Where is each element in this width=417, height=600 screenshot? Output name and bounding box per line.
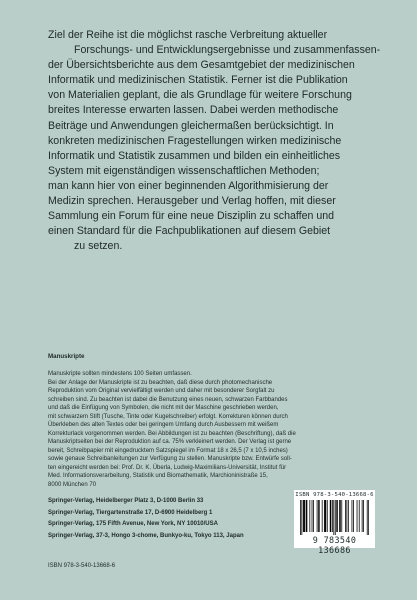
barcode-bar <box>341 500 342 532</box>
barcode-bar <box>317 500 318 532</box>
barcode-bar <box>348 500 349 532</box>
barcode-bar <box>324 500 325 532</box>
manuscript-line: Korrekturlack vorgenommen werden. Bei Abbildungen ist zu beachten (Beschriftung), daß die <box>48 430 296 437</box>
manuscript-line: Bei der Anlage der Manuskripte ist zu beachten, daß diese durch photomechanische <box>48 379 273 386</box>
barcode-bars <box>300 500 369 535</box>
barcode-bar <box>330 500 331 532</box>
barcode-bar <box>325 500 326 532</box>
barcode-isbn-text: ISBN 978-3-540-13668-6 <box>295 492 374 498</box>
barcode-bar <box>318 500 319 532</box>
intro-line: Ziel der Reihe ist die möglichst rasche Verbreitung aktueller <box>48 29 328 41</box>
barcode-bar <box>337 500 338 532</box>
barcode-number: 9 783540 136686 <box>312 535 357 555</box>
manuscript-line: Med. Informationsverarbeitung, Statistik und Biomathematik, Marchioninistraße 15, <box>48 473 268 479</box>
manuscript-line: und daß die Einfügung von Symbolen, die nicht mit der Maschine geschrieben werden, <box>48 405 279 411</box>
barcode-bar <box>304 500 305 532</box>
barcode-bar <box>307 500 308 532</box>
address-new-york: Springer-Verlag, 175 Fifth Avenue, New York, NY 10010/USA <box>48 521 218 527</box>
barcode-bar <box>363 500 364 532</box>
barcode-bar <box>331 500 332 532</box>
address-berlin: Springer-Verlag, Heidelberger Platz 3, D-1000 Berlin 33 <box>48 498 204 504</box>
intro-line: breites Interesse erwarten lassen. Dabei werden methodische <box>48 104 339 117</box>
barcode-bar <box>313 500 314 532</box>
intro-line: Sammlung ein Forum für eine neue Disziplin zu schaffen und <box>48 210 334 223</box>
barcode-bar <box>327 500 328 532</box>
intro-line: Forschungs- und Entwicklungsergebnisse und zusammenfassen- <box>74 44 381 57</box>
isbn-label: ISBN 978-3-540-13668-6 <box>48 563 116 569</box>
barcode-bar <box>340 500 341 532</box>
manuscript-line: bereit, Schreibpapier mit eingedrucktem Satzspiegel im Format 18 x 26,5 (7 x 10,5 inches) <box>48 447 288 454</box>
barcode-bar <box>304 500 305 532</box>
manuscript-line: Überkleben des alten Textes oder bei geringem Umfang durch Ausbessern mit weißem <box>48 422 279 428</box>
barcode-bar <box>333 500 334 535</box>
manuscript-line: 8000 München 70 <box>48 481 97 488</box>
barcode-bar <box>306 500 307 532</box>
manuscript-line: Manuskripte sollten mindestens 100 Seiten umfassen. <box>48 371 192 377</box>
intro-line: Beiträge und Anwendungen gleichermaßen berücksichtigt. In <box>48 119 334 132</box>
intro-line: Informatik und Statistik zusammen und bilden ein einheitliches <box>48 149 341 162</box>
manuscript-line: schreiben sind. Zu beachten ist dabei die Benutzung eines neuen, schwarzen Farbbandes <box>48 396 288 403</box>
barcode-bar <box>303 500 304 532</box>
barcode-bar <box>339 500 340 532</box>
barcode-bar <box>353 500 354 532</box>
barcode-bar <box>332 500 333 532</box>
barcode-bar <box>357 500 358 532</box>
barcode-bar <box>345 500 346 532</box>
barcode-bar <box>368 500 369 535</box>
manuscript-line: Reproduktion vom Original vervielfältigt werden und daher mit besonderer Sorgfalt zu <box>48 388 275 394</box>
barcode-bar <box>362 500 363 532</box>
barcode-bar <box>322 500 323 532</box>
barcode-bar <box>359 500 360 532</box>
publisher-addresses <box>48 496 288 542</box>
barcode-bar <box>309 500 310 532</box>
manuscript-guidelines <box>48 370 378 489</box>
barcode-bar <box>325 500 326 532</box>
intro-line: zu setzen. <box>74 240 123 253</box>
barcode-bar <box>312 500 313 532</box>
barcode-bar <box>319 500 320 532</box>
manuscript-line: sowie genaue Schreibanleitungen zur Verfügung zu stellen. Manuskripte bzw. Entwürfe soll- <box>48 456 292 462</box>
barcode-bar <box>336 500 337 532</box>
intro-line: einen Standard für die Fachpublikationen auf diesem Gebiet <box>48 225 331 238</box>
barcode-bar <box>300 500 301 535</box>
manuscript-line: Manuskriptseiten bei der Reproduktion auf ca. 75% verkleinert werden. Der Verlag ist gerne <box>48 439 292 445</box>
manuscript-heading: Manuskripte <box>48 353 85 360</box>
barcode <box>294 490 375 555</box>
barcode-bar <box>335 500 336 535</box>
barcode-bar <box>301 500 302 535</box>
intro-line: von Materialien geplant, die als Grundlage für weitere Forschung <box>48 89 352 102</box>
intro-line: Informatik und medizinischen Statistik. Ferner ist die Publikation <box>48 74 348 87</box>
intro-line: System mit eigenständigen wissenschaftlichen Methoden; <box>48 164 320 177</box>
barcode-bar <box>367 500 368 535</box>
intro-line: man kann hier von einer beginnenden Algorithmisierung der <box>48 179 329 192</box>
address-tokyo: Springer-Verlag, 37-3, Hongo 3-chome, Bunkyo-ku, Tokyo 113, Japan <box>48 532 244 539</box>
manuscript-line: ten eingereicht werden bei: Prof. Dr. K. Überla, Ludwig-Maximilians-Universität, Institut für <box>48 464 287 471</box>
intro-line: konkreten medizinischen Fragestellungen wirken medizinische <box>48 134 342 147</box>
series-description <box>48 28 381 254</box>
barcode-bar <box>352 500 353 532</box>
intro-line: der Übersichtsberichte aus dem Gesamtgebiet der medizinischen <box>48 59 355 72</box>
intro-line: Medizin sprechen. Herausgeber und Verlag hoffen, mit dieser <box>48 195 336 208</box>
address-heidelberg: Springer-Verlag, Tiergartenstraße 17, D-6900 Heidelberg 1 <box>48 509 213 516</box>
manuscript-line: mit schwarzem Stift (Tusche, Tinte oder Kugelschreiber) erfolgt. Korrekturen können durch <box>48 413 288 420</box>
barcode-bar <box>346 500 347 532</box>
